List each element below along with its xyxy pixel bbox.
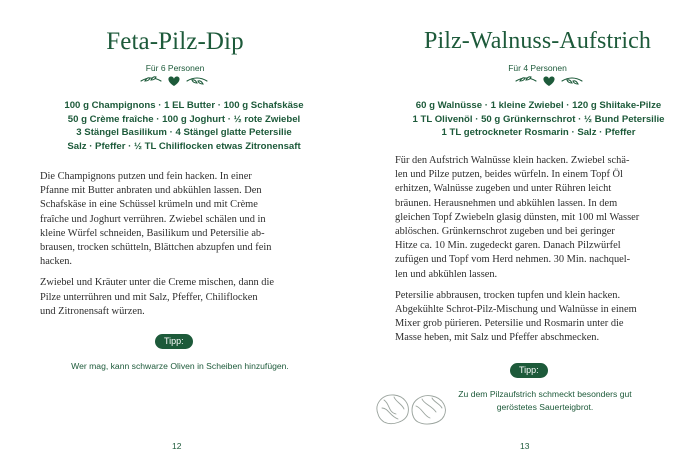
text-line: erhitzen, Walnüsse zugeben und unter Rühren leicht bbox=[395, 183, 612, 195]
text-line: ablöschen. Grünkernschrot zugeben und bei geringer bbox=[395, 226, 615, 238]
text-line: brausen, trocken schütteln, Blättchen abzupfen und fein bbox=[40, 242, 272, 254]
text-line: Petersilie abbrausen, trocken tupfen und klein hacken. bbox=[395, 289, 621, 301]
text-line: Pilze unterrühren und mit Salz, Pfeffer, Chiliflocken bbox=[40, 291, 258, 303]
recipe-title: Pilz-Walnuss-Aufstrich bbox=[424, 28, 651, 54]
leaves-heart-ornament-icon bbox=[514, 74, 584, 88]
tip-line: Wer mag, kann schwarze Oliven in Scheiben hinzufügen. bbox=[71, 361, 289, 371]
text-line: len und Pilze putzen, beides würfeln. In einem Topf Öl bbox=[395, 169, 623, 181]
instructions bbox=[395, 154, 675, 353]
ingredient-line: 1 TL getrockneter Rosmarin · Salz · Pfeffer bbox=[441, 127, 636, 138]
text-line: und Zitronensaft würzen. bbox=[40, 305, 145, 317]
text-line: Pfanne mit Butter anbraten und abkühlen lassen. Den bbox=[40, 185, 262, 197]
ingredient-line: 50 g Crème fraîche · 100 g Joghurt · ½ rote Zwiebel bbox=[67, 113, 301, 125]
tip-badge: Tipp: bbox=[155, 334, 193, 349]
instruction-paragraph bbox=[395, 289, 675, 346]
tip-badge: Tipp: bbox=[510, 363, 548, 378]
text-line: Die Champignons putzen und fein hacken. In einer bbox=[40, 171, 252, 182]
text-line: Abgekühlte Schrot-Pilz-Mischung und Walnüsse in einem bbox=[395, 304, 637, 316]
text-line: hacken. bbox=[40, 256, 73, 268]
ingredient-line: 60 g Walnüsse · 1 kleine Zwiebel · 120 g Shiitake-Pilze bbox=[415, 100, 662, 111]
page-number: 12 bbox=[172, 441, 182, 451]
text-line: Zwiebel und Kräuter unter die Creme mischen, dann die bbox=[40, 277, 274, 289]
ingredient-line: 3 Stängel Basilikum · 4 Stängel glatte Petersilie bbox=[76, 127, 292, 138]
ingredient-list bbox=[377, 99, 700, 140]
servings-label: Für 4 Personen bbox=[508, 63, 567, 73]
ingredient-list bbox=[18, 99, 350, 153]
tip-line: geröstetes Sauerteigbrot. bbox=[496, 401, 594, 412]
ingredient-line: 1 TL Olivenöl · 50 g Grünkernschrot · ½ Bund Petersilie bbox=[412, 113, 665, 125]
text-line: Schafskäse in eine Schüssel krümeln und mit Crème bbox=[40, 199, 258, 211]
text-line: gleichen Topf Zwiebeln glasig dünsten, mit 100 ml Wasser bbox=[395, 211, 640, 223]
recipe-title: Feta-Pilz-Dip bbox=[106, 28, 244, 55]
text-line: bräunen. Herausnehmen und abkühlen lassen. In dem bbox=[395, 197, 618, 209]
text-line: Hitze ca. 10 Min. zugedeckt garen. Danach Pilzwürfel bbox=[395, 240, 621, 252]
ingredient-line: 100 g Champignons · 1 EL Butter · 100 g Schafskäse bbox=[64, 100, 304, 111]
text-line: Für den Aufstrich Walnüsse klein hacken. Zwiebel schä- bbox=[395, 155, 630, 166]
page-right bbox=[350, 0, 700, 472]
page-number: 13 bbox=[520, 441, 530, 451]
servings-label: Für 6 Personen bbox=[145, 63, 205, 73]
text-line: zufügen und Topf vom Herd nehmen. 30 Min. nachquel- bbox=[395, 254, 631, 266]
text-line: fraîche und Joghurt verrühren. Zwiebel schälen und in bbox=[40, 213, 266, 225]
leaves-heart-ornament-icon bbox=[139, 74, 209, 88]
text-line: kleine Würfel schneiden, Basilikum und Petersilie ab- bbox=[40, 227, 265, 239]
tip-text bbox=[30, 360, 330, 373]
text-line: Masse heben, mit Salz und Pfeffer abschmecken. bbox=[395, 332, 600, 344]
instruction-paragraph bbox=[40, 276, 312, 319]
instruction-paragraph bbox=[395, 154, 675, 282]
instructions bbox=[40, 170, 312, 326]
tip-text bbox=[420, 388, 670, 413]
instruction-paragraph bbox=[40, 170, 312, 269]
text-line: len und abkühlen lassen. bbox=[395, 268, 498, 280]
tip-line: Zu dem Pilzaufstrich schmeckt besonders gut bbox=[458, 389, 632, 399]
text-line: Mixer grob pürieren. Petersilie und Rosmarin unter die bbox=[395, 318, 624, 330]
ingredient-line: Salz · Pfeffer · ½ TL Chiliflocken etwas Zitronensaft bbox=[67, 140, 301, 152]
